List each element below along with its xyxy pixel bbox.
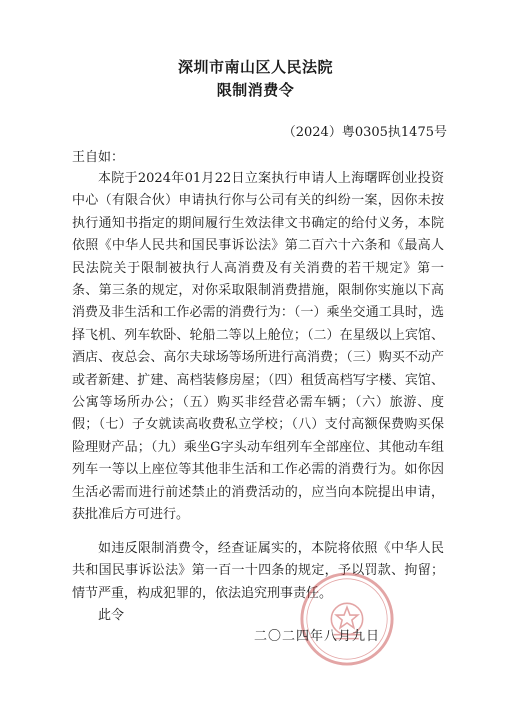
case-number: （2024）粤0305执1475号	[282, 125, 447, 140]
court-seal	[298, 570, 396, 668]
issue-date: 二〇二四年八月九日	[254, 629, 381, 644]
closing-text: 此令	[98, 608, 125, 623]
document-title: 限制消费令	[216, 81, 295, 99]
paragraph-penalty: 如违反限制消费令，经查证属实的，本院将依照《中华人民共和国民事诉讼法》第一百一十四条的规定，予以罚款、拘留；情节严重，构成犯罪的，依法追究刑事责任。	[72, 541, 444, 601]
court-name: 深圳市南山区人民法院	[177, 58, 333, 76]
addressee: 王自如：	[72, 150, 125, 165]
paragraph-restrictions: 本院于2024年01月22日立案执行申请人上海曙晖创业投资中心（有限合伙）申请执行你与公司有关的纠纷一案，因你未按执行通知书指定的期间履行生效法律文书确定的给付义务，本院依照《中华人民共和国民事诉讼法》第二百六十六条和《最高人民法院关于限制被执行人高消费及有关消费的若干规定》第一条、第三条的规定，对你采取限制消费措施，限制你实施以下高消费及非生活和工作必需的消费行为：（一）乘坐交通工具时，选择飞机、列车软卧、轮船二等以上舱位；（二）在星级以上宾馆、酒店、夜总会、高尔夫球场等场所进行高消费；（三）购买不动产或者新建、扩建、高档装修房屋；（四）租赁高档写字楼、宾馆、公寓等场所办公；（五）购买非经营必需车辆；（六）旅游、度假；（七）子女就读高收费私立学校；（八）支付高额保费购买保险理财产品；（九）乘坐G字头动车组列车全部座位、其他动车组列车一等以上座位等其他非生活和工作必需的消费行为。如你因生活必需而进行前述禁止的消费活动的，应当向本院提出申请，获批准后方可进行。	[72, 171, 444, 523]
